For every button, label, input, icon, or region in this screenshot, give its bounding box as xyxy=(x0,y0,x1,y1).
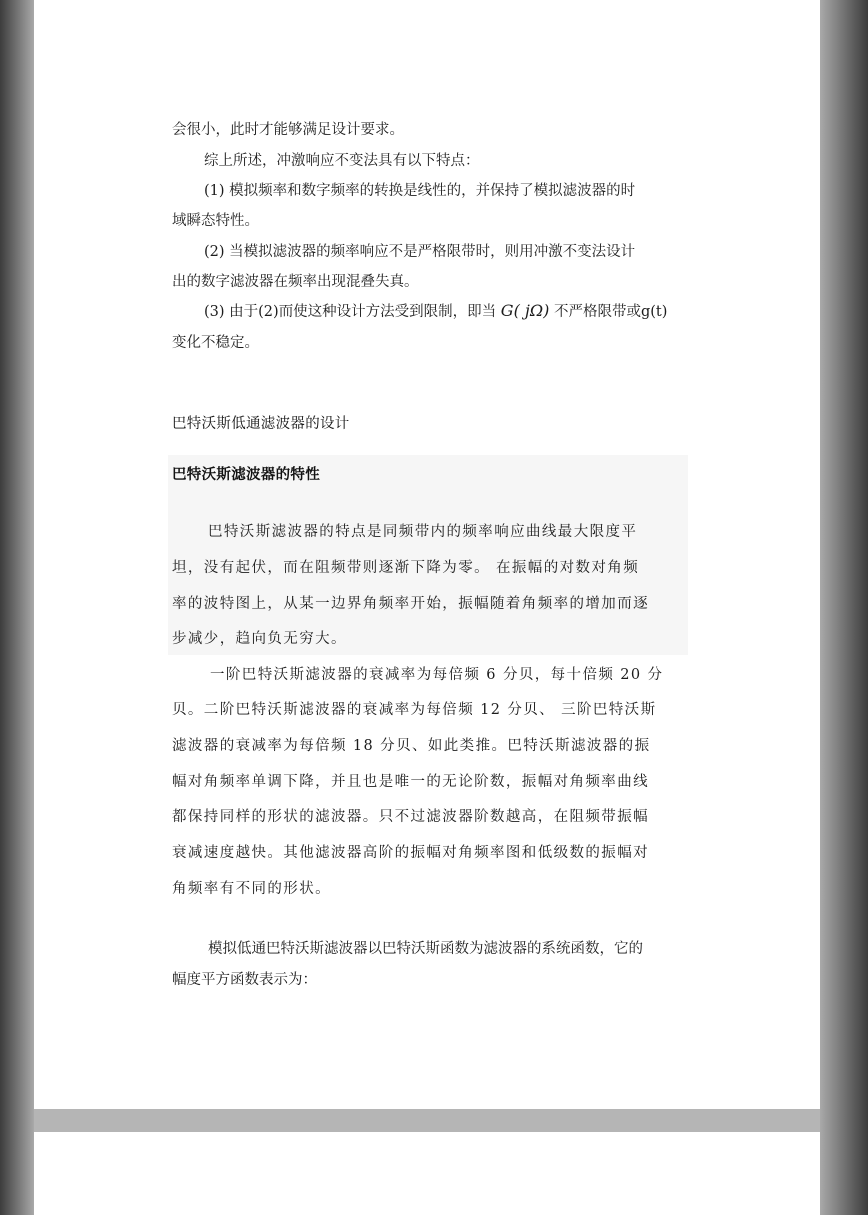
paragraph-line: 坦，没有起伏，而在阻频带则逐渐下降为零。 在振幅的对数对角频 xyxy=(172,560,640,576)
list-item-1-line: 域瞬态特性。 xyxy=(172,213,259,229)
list-item-3-text: (3) 由于(2)而使这种设计方法受到限制，即当 xyxy=(204,304,497,320)
page-gap xyxy=(34,1109,820,1132)
paragraph-line: 贝。二阶巴特沃斯滤波器的衰减率为每倍频 12 分贝、 三阶巴特沃斯 xyxy=(172,702,657,718)
text-line: 会很小，此时才能够满足设计要求。 xyxy=(172,122,404,138)
section-heading: 巴特沃斯低通滤波器的设计 xyxy=(172,416,350,432)
paragraph-line: 角频率有不同的形状。 xyxy=(172,881,331,897)
paragraph-line: 模拟低通巴特沃斯滤波器以巴特沃斯函数为滤波器的系统函数，它的 xyxy=(208,941,643,957)
list-item-2-line: 出的数字滤波器在频率出现混叠失真。 xyxy=(172,274,419,290)
paragraph-line: 步减少，趋向负无穷大。 xyxy=(172,631,347,647)
paragraph-line: 率的波特图上，从某一边界角频率开始，振幅随着角频率的增加而逐 xyxy=(172,596,649,612)
math-expression: G( jΩ) xyxy=(500,301,550,320)
highlighted-block xyxy=(168,455,688,655)
paragraph-line: 一阶巴特沃斯滤波器的衰减率为每倍频 6 分贝，每十倍频 20 分 xyxy=(210,667,664,683)
list-item-3-text: 不严格限带或g(t) xyxy=(553,304,668,320)
text-line: 综上所述，冲激响应不变法具有以下特点： xyxy=(204,153,480,169)
list-item-3-line: 变化不稳定。 xyxy=(172,335,259,351)
list-item-2-line: (2) 当模拟滤波器的频率响应不是严格限带时，则用冲激不变法设计 xyxy=(204,244,636,260)
viewer-right-edge xyxy=(820,0,868,1215)
paragraph-line: 都保持同样的形状的滤波器。只不过滤波器阶数越高，在阻频带振幅 xyxy=(172,809,649,825)
viewer-left-edge xyxy=(0,0,34,1215)
list-item-1-line: (1) 模拟频率和数字频率的转换是线性的，并保持了模拟滤波器的时 xyxy=(204,183,636,199)
document-page-1 xyxy=(34,0,820,1109)
paragraph-line: 衰减速度越快。其他滤波器高阶的振幅对角频率图和低级数的振幅对 xyxy=(172,845,649,861)
paragraph-line: 幅对角频率单调下降，并且也是唯一的无论阶数，振幅对角频率曲线 xyxy=(172,774,649,790)
paragraph-line: 巴特沃斯滤波器的特点是同频带内的频率响应曲线最大限度平 xyxy=(208,524,638,540)
document-page-2 xyxy=(34,1132,820,1215)
paragraph-line: 滤波器的衰减率为每倍频 18 分贝、如此类推。巴特沃斯滤波器的振 xyxy=(172,738,651,754)
subsection-heading: 巴特沃斯滤波器的特性 xyxy=(172,467,320,483)
list-item-3-line xyxy=(204,300,667,321)
paragraph-line: 幅度平方函数表示为： xyxy=(172,972,317,988)
